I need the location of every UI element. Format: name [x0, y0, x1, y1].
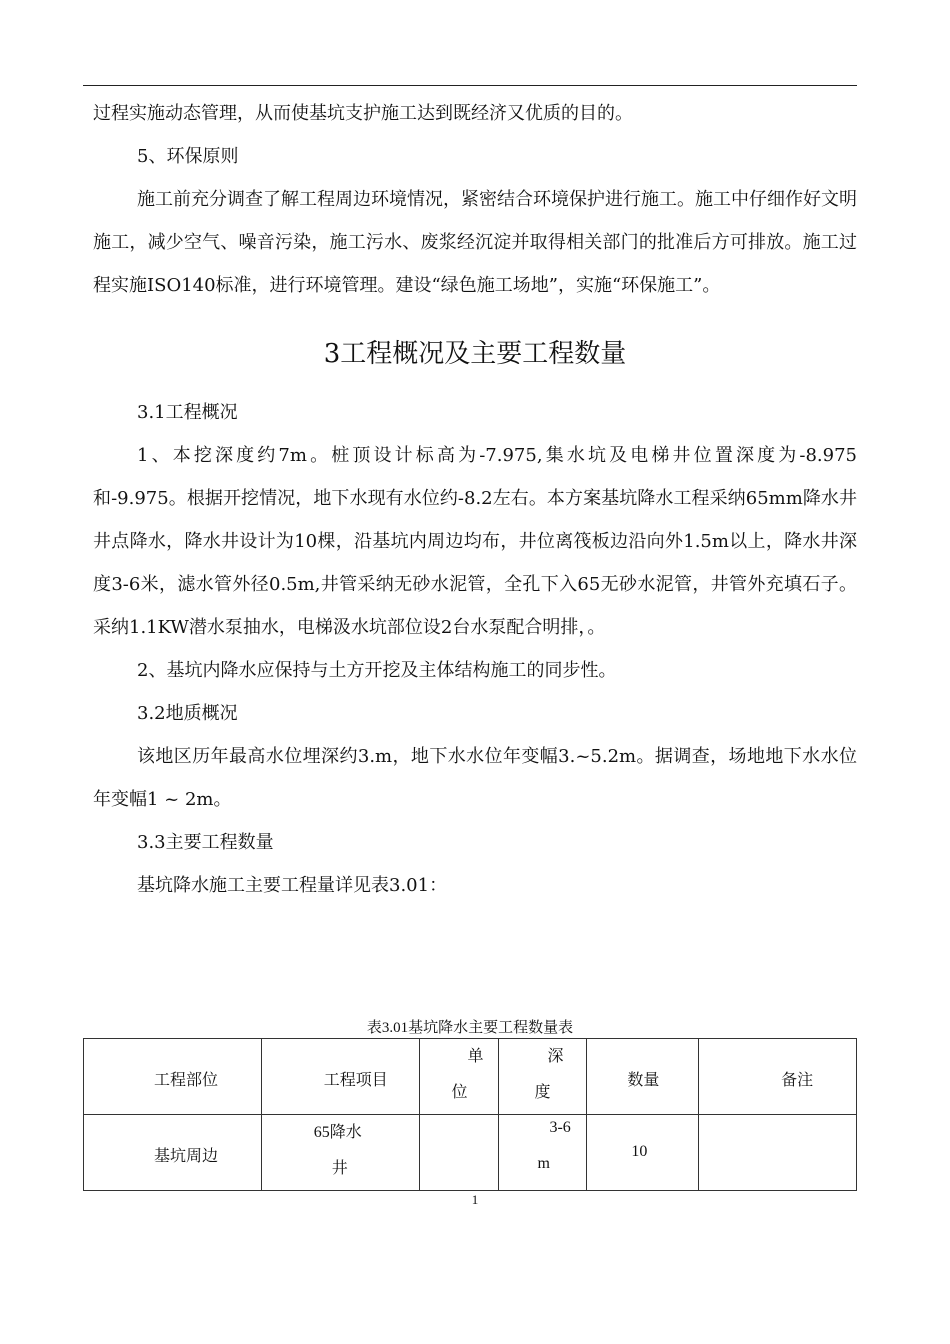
header-qty: 数量: [587, 1039, 699, 1115]
table-row: [84, 1115, 857, 1191]
header-unit: 单 位: [419, 1039, 499, 1115]
page-number: 1: [471, 1192, 479, 1207]
paragraph-sync: 2、基坑内降水应保持与土方开挖及主体结构施工的同步性。: [137, 660, 617, 681]
paragraph-env: 施工前充分调查了解工程周边环境情况，紧密结合环境保护进行施工。施工中仔细作好文明施工，减少空气、噪音污染，施工污水、废浆经沉淀并取得相关部门的批准后方可排放。施工过程实施ISO140标准，进行环境管理。建设“绿色施工场地”，实施“环保施工”。: [93, 189, 857, 296]
header-part: 工程部位: [84, 1039, 262, 1115]
table-header-row: [84, 1039, 857, 1115]
section-heading: 3工程概况及主要工程数量: [323, 339, 627, 369]
paragraph-table-ref: 基坑降水施工主要工程量详见表3.01：: [137, 875, 448, 896]
cell-item: 65降水 井: [261, 1115, 419, 1191]
cell-qty: 10: [587, 1115, 699, 1191]
subsection-3-1: 3.1工程概况: [137, 402, 238, 423]
item-env-principle: 5、环保原则: [137, 146, 239, 167]
header-item: 工程项目: [261, 1039, 419, 1115]
paragraph-geology: 该地区历年最高水位埋深约3.m，地下水水位年变幅3.~5.2m。据调查，场地地下水水位年变幅1 ~ 2m。: [93, 746, 857, 810]
quantity-table: [83, 1038, 857, 1191]
subsection-3-2: 3.2地质概况: [137, 703, 238, 724]
document-body: [93, 92, 857, 907]
cell-part: 基坑周边: [84, 1115, 262, 1191]
table-caption: 表3.01基坑降水主要工程数量表: [366, 1020, 574, 1036]
cell-note: [699, 1115, 857, 1191]
cell-depth: 3-6 m: [499, 1115, 587, 1191]
header-depth: 深 度: [499, 1039, 587, 1115]
header-rule: [83, 85, 857, 86]
paragraph-management: 过程实施动态管理，从而使基坑支护施工达到既经济又优质的目的。: [93, 103, 633, 124]
subsection-3-3: 3.3主要工程数量: [137, 832, 274, 853]
paragraph-overview: 1、本挖深度约7m。桩顶设计标高为-7.975,集水坑及电梯井位置深度为-8.975和-9.975。根据开挖情况，地下水现有水位约-8.2左右。本方案基坑降水工程采纳65mm降水井井点降水，降水井设计为10棵，沿基坑内周边均布，井位离筏板边沿向外1.5m以上，降水井深度3-6米，滤水管外径0.5m,井管采纳无砂水泥管，全孔下入65无砂水泥管，井管外充填石子。采纳1.1KW潜水泵抽水，电梯汲水坑部位设2台水泵配合明排，。: [93, 445, 857, 638]
cell-unit: [419, 1115, 499, 1191]
header-note: 备注: [699, 1039, 857, 1115]
